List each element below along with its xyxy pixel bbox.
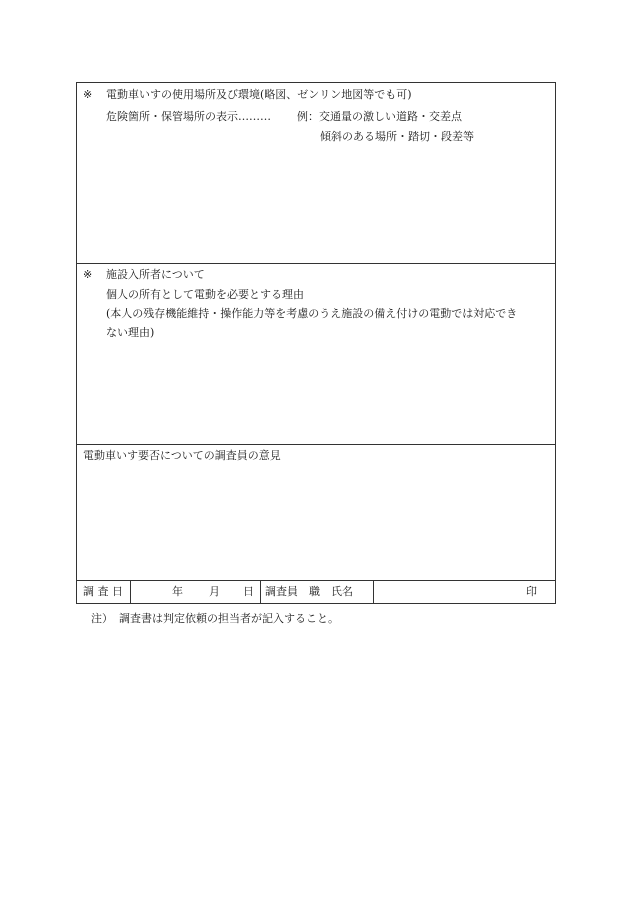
reason-detail-line-2: ない理由) [106,326,155,339]
signature-row [77,581,555,604]
hazard-location-label: 危険箇所・保管場所の表示……… [106,110,271,123]
investigator-name-cell [374,581,555,604]
usage-environment-title: 電動車いすの使用場所及び環境(略図、ゼンリン地図等でも可) [106,88,412,101]
day-label: 日 [243,585,254,598]
note-mark: ※ [83,88,93,101]
investigator-opinion-title: 電動車いす要否についての調査員の意見 [83,449,281,462]
reason-heading: 個人の所有として電動を必要とする理由 [106,288,304,301]
seal-label: 印 [526,585,537,598]
date-label-cell [77,581,131,604]
facility-resident-title: 施設入所者について [106,268,205,281]
year-label: 年 [172,585,183,598]
investigator-label: 調査員 職 氏名 [265,585,353,598]
reason-detail-line-1: (本人の残存機能維持・操作能力等を考慮のうえ施設の備え付けの電動では対応でき [106,307,518,320]
facility-resident-section [77,264,555,445]
example-line-1: 例：交通量の激しい道路・交差点 [297,110,462,123]
investigator-opinion-section [77,445,555,581]
date-label: 調 査 日 [83,585,123,598]
note-text: 調査書は判定依頼の担当者が記入すること。 [119,612,339,625]
month-label: 月 [209,585,220,598]
usage-environment-section [77,83,555,264]
investigator-label-cell [261,581,374,604]
note-label: 注） [91,612,113,625]
investigation-form [76,82,556,604]
example-line-2: 傾斜のある場所・踏切・段差等 [320,130,474,143]
note-mark: ※ [83,268,93,281]
date-value-cell [131,581,261,604]
